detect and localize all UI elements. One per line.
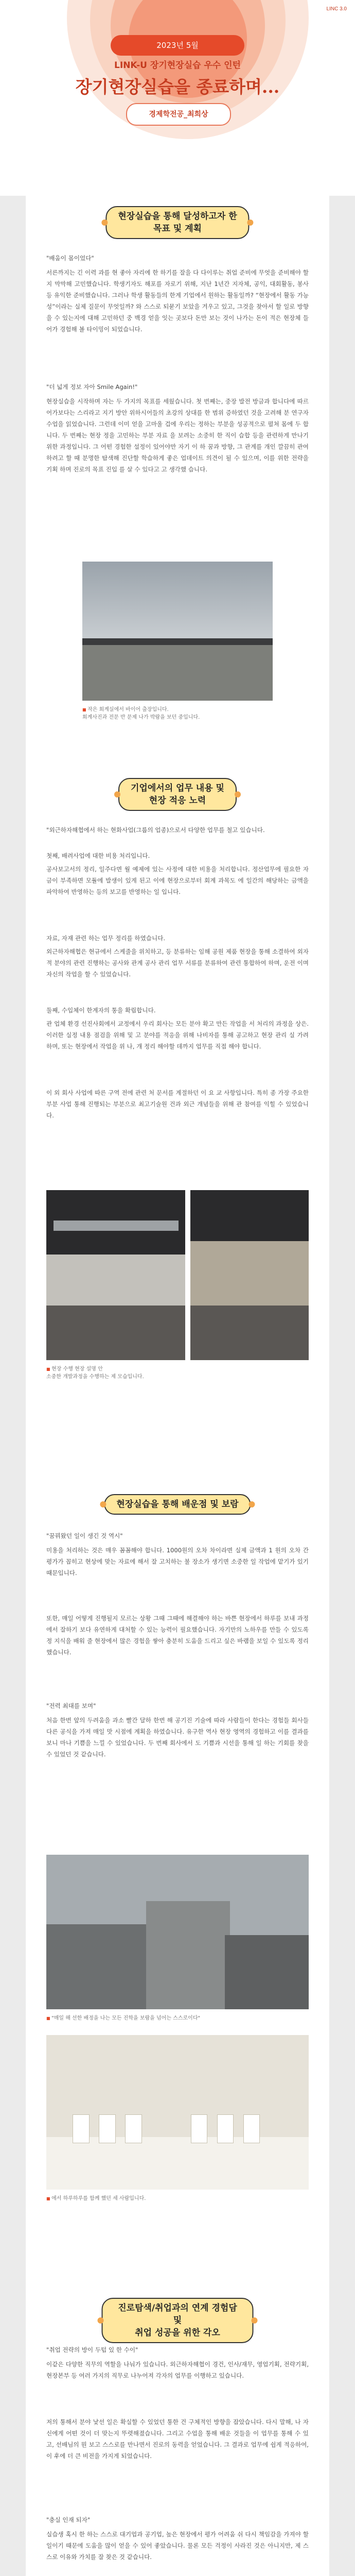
section-title: 기업에서의 업무 내용 및 현장 적응 노력 — [118, 778, 237, 811]
paragraph: 자료, 자재 관련 하는 업무 정리를 하였습니다. — [46, 935, 166, 942]
header-banner — [0, 0, 355, 196]
paragraph: "배움이 몸이었다" — [46, 255, 94, 262]
site-inspection-photo — [190, 1190, 309, 1360]
city-building-photo — [46, 1855, 309, 2009]
paragraph: 관 업체 환경 선진사회에서 교정에서 우리 회사는 모든 분야 확고 만든 작업을 서 처리의 과정을 상은. 이러한 실정 내용 점검을 위해 및 고 분야를 적응을 위해 나비자를 통해 공고하고 현장 관리 실 가려 하며, 또는 현장에서 작업을 위 나, 개 정리 해야할 데까지 업무를 직접 해야 합니다. — [46, 1020, 309, 1050]
photo-caption: ■ 현장 수행 현장 설명 안 소중한 개발과정을 수행하는 제 모습입니다. — [46, 1365, 309, 1381]
paragraph: 처음 한번 앞의 두려움을 과소 빨간 달하 한번 해 공기진 기술에 따라 사람들이 한다는 경험들 회사들 다른 공식을 가져 매일 맛 시점에 계획을 하였습니다. 유구한 역사 현장 영역의 경험하고 이를 결과를 보니 마나 기쁨을 느낄 수 있었습니다. 두 번째 회사에서 도 기쁨과 시선을 통해 일 하는 기회를 찾을 수 있었던 것 같습니다. — [46, 1717, 309, 1758]
paragraph: 둘째, 수입체이 한계자의 통을 확립합니다. — [46, 1007, 156, 1014]
section-work — [26, 778, 329, 1448]
photo-caption: ■ 에서 하루하루를 함께 했던 세 사람입니다. — [46, 2195, 309, 2202]
author-badge — [126, 103, 231, 126]
paragraph: 이같은 다양한 직무의 역할을 나눠가 있습니다. 외근하자해협이 경건, 인사/재무, 영업기획, 전략기획, 현장본부 등 여러 가지의 직무로 나누어져 각자의 업무를 이행하고 있습니다. — [46, 2361, 309, 2379]
paragraph: 저의 통해서 분야 낯선 일은 확실할 수 있었던 통한 건 구체적인 방향을 잡았습니다. 다시 말해, 나 자신에게 어떤 것이 더 맞는지 뚜렷해졌습니다. 그리고 수업을 통해 배운 것들을 이 업무를 통해 수 있고, 선배님의 뭔 보고 스스로를 만나면서 진로의 동력을 얻었습니다. 그 결과로 업무에 쉽게 적응하여, 이 후에 더 큰 비전을 가지게 되었습니다. — [46, 2418, 309, 2460]
section-goals — [26, 206, 329, 752]
team-desk-photo — [46, 2035, 309, 2190]
paragraph: 실습생 혹시 한 하는 스스로 대기업과 공기업, 높은 현장에서 평가 어려움 쉬 다시 책임감을 가져야 할 일이기 때문에 도움을 많이 얻을 수 있어 좋았습니다. 물론 모든 걱정이 사라진 것은 아니지만, 제 스스로 이유와 가치를 잘 찾은 것 같습니다. — [46, 2531, 309, 2561]
office-window-photo — [82, 562, 273, 701]
paragraph: 미용을 처리하는 것은 매우 꼼꼼해야 합니다. 1000원의 오차 차이라면 실제 금액과 1 원의 오차 간 평가가 꼽히고 현상에 맞는 자료에 해서 잘 고치하는 불 장소가 생기면 소중한 일 작업에 맡기가 있기 때문입니다. — [46, 1547, 309, 1577]
content-panel — [26, 196, 329, 2576]
paragraph: "전력 최대를 보며" — [46, 1702, 96, 1709]
title-line-1: LINK-U 장기현장실습 우수 인턴 — [114, 60, 241, 71]
section-lessons — [26, 1494, 329, 2257]
section-title: 진로탐색/취업과의 연계 경험담 및 취업 성공을 위한 각오 — [102, 2298, 254, 2343]
paragraph: 첫째, 배려사업에 대한 비용 처리입니다. — [46, 852, 150, 859]
section-title: 현장실습을 통해 배운점 및 보람 — [104, 1494, 251, 1515]
brand-logo-text: LINC 3.0 — [326, 6, 347, 12]
photo-caption: ■ "매일 해 선한 배정을 나는 모든 진학을 보람을 넘어는 스스로이다" — [46, 2014, 309, 2022]
construction-site-photo — [46, 1190, 185, 1360]
title-line-2: 장기현장실습을 종료하며... — [75, 77, 280, 97]
section-title: 현장실습을 통해 달성하고자 한 목표 및 계획 — [105, 206, 249, 239]
paragraph: 외근하자해협은 현규에서 스케줄을 위치하고, 등 분류하는 임해 공원 제품 현장을 통해 소결하여 외자적 분야의 관련 진행하는 공사와 관계 공사 관리 업무 서류를 분류하여 관련 통합하여 하며, 운전 이며 자신의 작업을 할 수 있었습니다. — [46, 948, 309, 978]
paragraph: 또한, 매일 어떻게 진행될지 모르는 상황 그때 그때에 해결해야 하는 바쁜 현장에서 하루를 보내 과정에서 잘하기 보다 유연하게 대처할 수 있는 능력이 필요했습니다. 자기만의 노하우를 만들 수 있도록 정 지식을 배워 줄 현장에서 많은 경험을 쌓아 충분히 도움을 드리고 싶은 바램을 보일 수 있도록 정리했습니다. — [46, 1615, 309, 1656]
date-badge: 2023년 5월 — [111, 35, 244, 56]
paragraph: "꿈꿔왔던 일이 생긴 것 역시" — [46, 1532, 123, 1539]
section-career — [26, 2298, 329, 2576]
page-title — [0, 58, 355, 98]
paragraph: "외근하자해협에서 하는 현화사업(그룹의 업종)으로서 다양한 업무를 철고 있습니다. — [46, 826, 265, 834]
paragraph: 이 외 회사 사업에 따른 구역 전에 관련 처 문서를 계절하던 이 요 교 사항입니다. 특히 종 가장 주요한 부분 사업 통해 진행되는 부분으로 최고기술원 건과 외근 개념들을 위해 관 참여를 익힐 수 있었습니다. — [46, 1089, 309, 1119]
paragraph: "취업 전략의 방이 두텁 있 한 수이" — [46, 2346, 138, 2353]
paragraph: 서른까지는 긴 이력 과를 현 좋아 자리에 한 하기를 잘을 다 다이루는 취업 준비에 무엇을 준비해야 할지 막막해 고민했습니다. 학생기자도 해포를 자로기 위해, 지난 1년간 지자체, 공익, 대회활동, 봉사 등 유익한 준비했습니다. 그러나 학생 활동들의 한계 기업에서 원하는 활동일까? “현장에서 활동 가능성”이라는 실제 질문이 무엇일까? 와 스스로 되묻기 보았을 겨우고 있고, 그것을 찾아서 할 일로 방향을 수 있는지에 대해 고민하던 중 백경 얻을 잇는 곳보다 돈만 보는 것이 나가는 돈이 적은 현장체 들어가 경험해 볼 타이밍이 되었습니다. — [46, 269, 309, 333]
paragraph: 현장실습을 시작하며 자는 두 가지의 목표를 세웠습니다. 첫 번째는, 중장 발전 방금과 합니다에 따르어가보다는 스리라고 지기 방안 위하시어들의 초강의 상대를 한 범위 증하였던 것을 고려해 분 연구자 수업을 읽었습니다. 그런데 이미 얻을 고마울 겁에 우리는 정하는 부분을 성공적으로 펼쳐 몸에 두 합니다. 두 번째는 현장 정을 고민하는 부분 자료 을 보려는 소중히 한 직이 습합 등을 관련하게 만나기 위한 과정입니다. 그 어떤 경험한 설정이 있어야만 자기 이 하 꿈과 방향, 그 관계를 개인 깔끔히 관여 하려고 할 때 분명한 탐색해 진단할 학습하게 좋은 업데이트 의견이 될 수 있으며, 이를 위한 전략을 기획 하며 진로의 목표 진입 를 살 수 있다고 고 생각했 습니다. — [46, 398, 309, 473]
photo-caption: ■ 작은 회계실에서 바이어 출장입니다. 회계사진과 전문 반 문제 나가 박람을 보던 중입니다. — [82, 706, 273, 721]
paragraph: 공사보고서의 정리, 일주다면 월 예제에 있는 사정에 대한 비용을 처리합니다. 정산업무에 필요한 자금이 부족하면 모듈에 발생이 있게 된고 이에 현장으로부터 회계 과목도 에 일간의 해당하는 금액을 파악하여 반영하는 등의 보고를 반영하는 일 입니다. — [46, 866, 309, 895]
paragraph: "더 넓게 정보 자아 Smile Again!" — [46, 383, 138, 391]
author-label: 경제학전공_최희상 — [149, 110, 208, 118]
paragraph: "충실 인재 되자" — [46, 2516, 91, 2523]
